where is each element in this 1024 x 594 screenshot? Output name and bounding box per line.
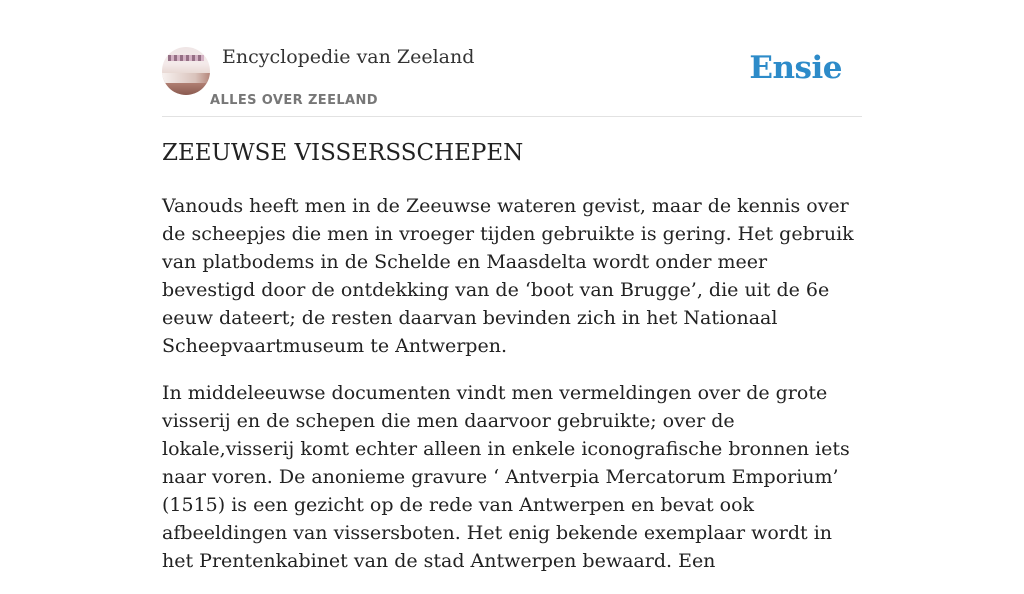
article-title: ZEEUWSE VISSERSSCHEPEN bbox=[162, 140, 524, 166]
page bbox=[162, 0, 862, 572]
site-avatar[interactable] bbox=[162, 47, 210, 95]
brand-logo[interactable]: Ensie bbox=[749, 50, 842, 86]
avatar-page-decoration bbox=[162, 73, 210, 83]
site-tagline: ALLES OVER ZEELAND bbox=[210, 93, 378, 108]
article-paragraph: In middeleeuwse documenten vindt men vermeldingen over de grote visserij en de schepen die men daarvoor gebruikte; over de lokale,visserij komt echter alleen in enkele iconografische bronnen iets naar voren. De anonieme gravure ‘ Antverpia Mercatorum Emporium’ (1515) is een gezicht op de rede van Antwerpen en bevat ook afbeeldingen van vissersboten. Het enig bekende exemplaar wordt in het Prentenkabinet van de stad Antwerpen bewaard. Een bbox=[162, 382, 850, 572]
avatar-books-decoration bbox=[168, 55, 204, 61]
site-name[interactable]: Encyclopedie van Zeeland bbox=[222, 46, 475, 68]
article-paragraph: Vanouds heeft men in de Zeeuwse wateren gevist, maar de kennis over de scheepjes die men in vroeger tijden gebruikte is gering. Het gebruik van platbodems in de Schelde en Maasdelta wordt onder meer bevestigd door de ontdekking van de ‘boot van Brugge’, die uit de 6e eeuw dateert; de resten daarvan bevinden zich in het Nationaal Scheepvaartmuseum te Antwerpen. bbox=[162, 195, 854, 357]
article-body bbox=[162, 192, 862, 594]
site-header bbox=[162, 0, 862, 117]
